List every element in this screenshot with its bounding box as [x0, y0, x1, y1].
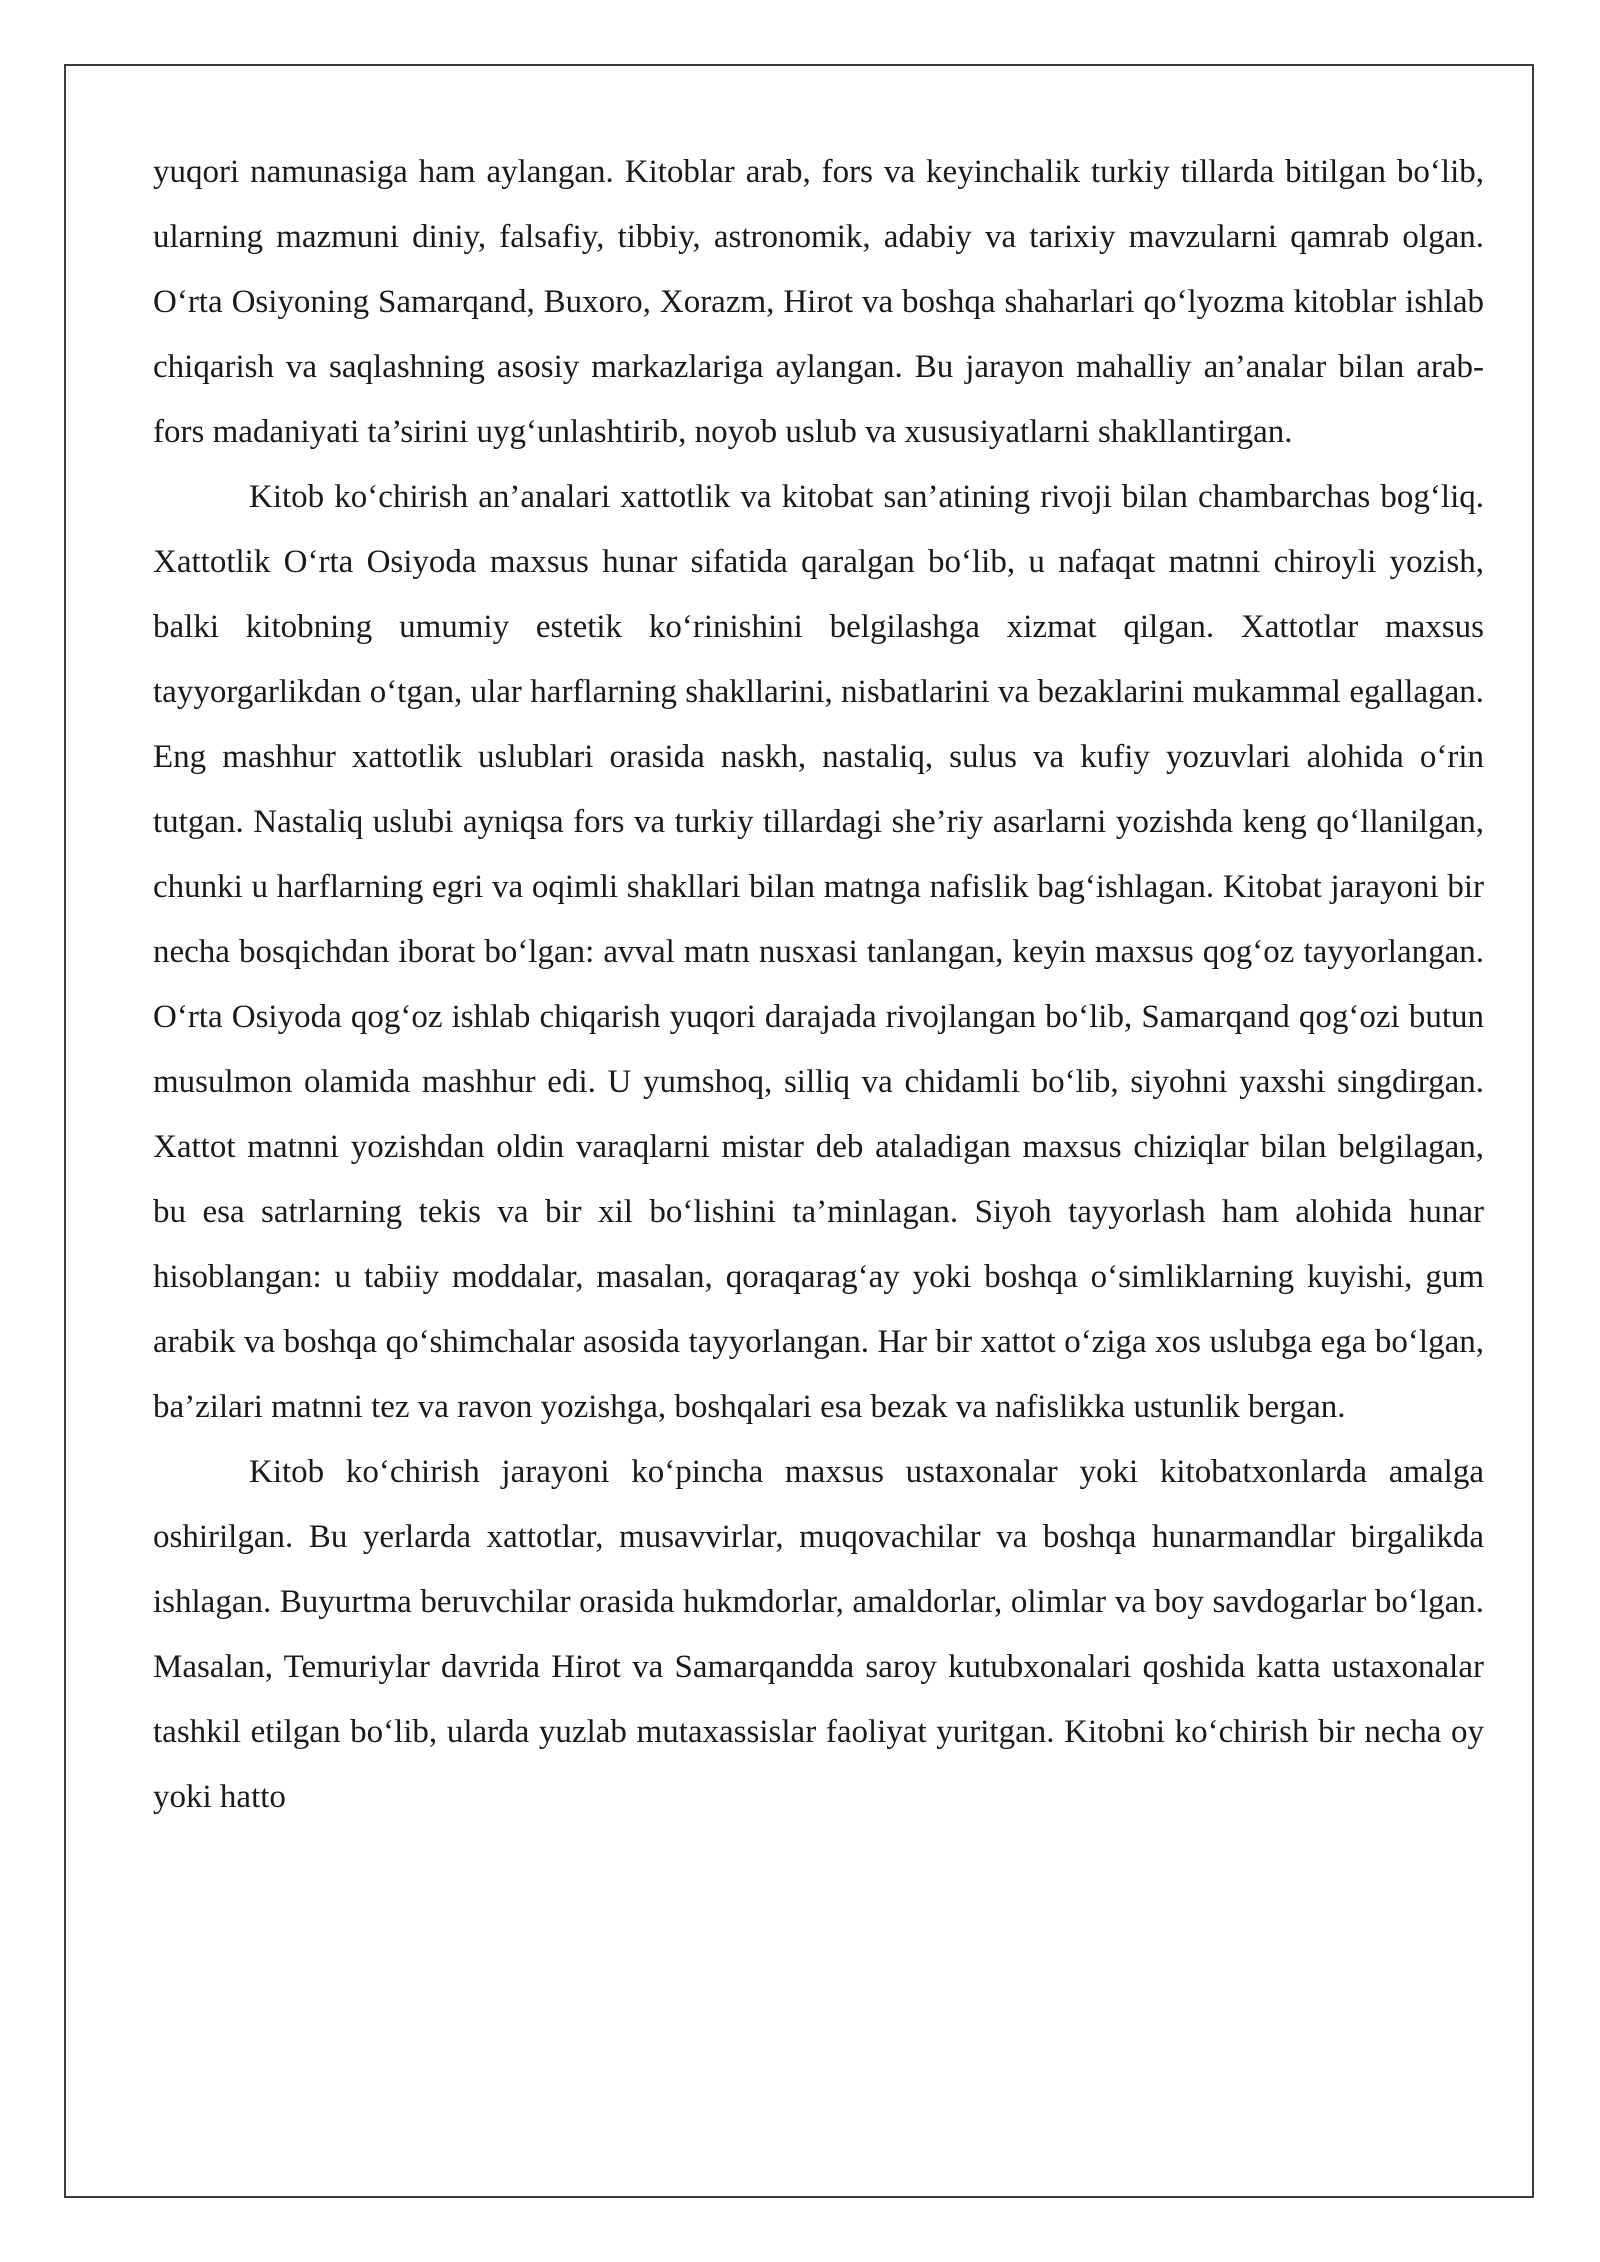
document-body — [153, 140, 1484, 1830]
paragraph-1: yuqori namunasiga ham aylangan. Kitoblar arab, fors va keyinchalik turkiy tillarda bitilgan bo‘lib, ularning mazmuni diniy, falsafiy, tibbiy, astronomik, adabiy va tarixiy mavzularni qamrab olgan. O‘rta Osiyoning Samarqand, Buxoro, Xorazm, Hirot va boshqa shaharlari qo‘lyozma kitoblar ishlab chiqarish va saqlashning asosiy markazlariga aylangan. Bu jarayon mahalliy an’analar bilan arab-fors madaniyati ta’sirini uyg‘unlashtirib, noyob uslub va xususiyatlarni shakllantirgan. — [153, 154, 1484, 450]
paragraph-3: Kitob ko‘chirish jarayoni ko‘pincha maxsus ustaxonalar yoki kitobatxonlarda amalga oshirilgan. Bu yerlarda xattotlar, musavvirlar, muqovachilar va boshqa hunarmandlar birgalikda ishlagan. Buyurtma beruvchilar orasida hukmdorlar, amaldorlar, olimlar va boy savdogarlar bo‘lgan. Masalan, Temuriylar davrida Hirot va Samarqandda saroy kutubxonalari qoshida katta ustaxonalar tashkil etilgan bo‘lib, ularda yuzlab mutaxassislar faoliyat yuritgan. Kitobni ko‘chirish bir necha oy yoki hatto — [153, 1454, 1484, 1815]
paragraph-2: Kitob ko‘chirish an’analari xattotlik va kitobat san’atining rivoji bilan chambarchas bog‘liq. Xattotlik O‘rta Osiyoda maxsus hunar sifatida qaralgan bo‘lib, u nafaqat matnni chiroyli yozish, balki kitobning umumiy estetik ko‘rinishini belgilashga xizmat qilgan. Xattotlar maxsus tayyorgarlikdan o‘tgan, ular harflarning shakllarini, nisbatlarini va bezaklarini mukammal egallagan. Eng mashhur xattotlik uslublari orasida naskh, nastaliq, sulus va kufiy yozuvlari alohida o‘rin tutgan. Nastaliq uslubi ayniqsa fors va turkiy tillardagi she’riy asarlarni yozishda keng qo‘llanilgan, chunki u harflarning egri va oqimli shakllari bilan matnga nafislik bag‘ishlagan. Kitobat jarayoni bir necha bosqichdan iborat bo‘lgan: avval matn nusxasi tanlangan, keyin maxsus qog‘oz tayyorlangan. O‘rta Osiyoda qog‘oz ishlab chiqarish yuqori darajada rivojlangan bo‘lib, Samarqand qog‘ozi butun musulmon olamida mashhur edi. U yumshoq, silliq va chidamli bo‘lib, siyohni yaxshi singdirgan. Xattot matnni yozishdan oldin varaqlarni mistar deb ataladigan maxsus chiziqlar bilan belgilagan, bu esa satrlarning tekis va bir xil bo‘lishini ta’minlagan. Siyoh tayyorlash ham alohida hunar hisoblangan: u tabiiy moddalar, masalan, qoraqarag‘ay yoki boshqa o‘simliklarning kuyishi, gum arabik va boshqa qo‘shimchalar asosida tayyorlangan. Har bir xattot o‘ziga xos uslubga ega bo‘lgan, ba’zilari matnni tez va ravon yozishga, boshqalari esa bezak va nafislikka ustunlik bergan. — [153, 479, 1484, 1425]
